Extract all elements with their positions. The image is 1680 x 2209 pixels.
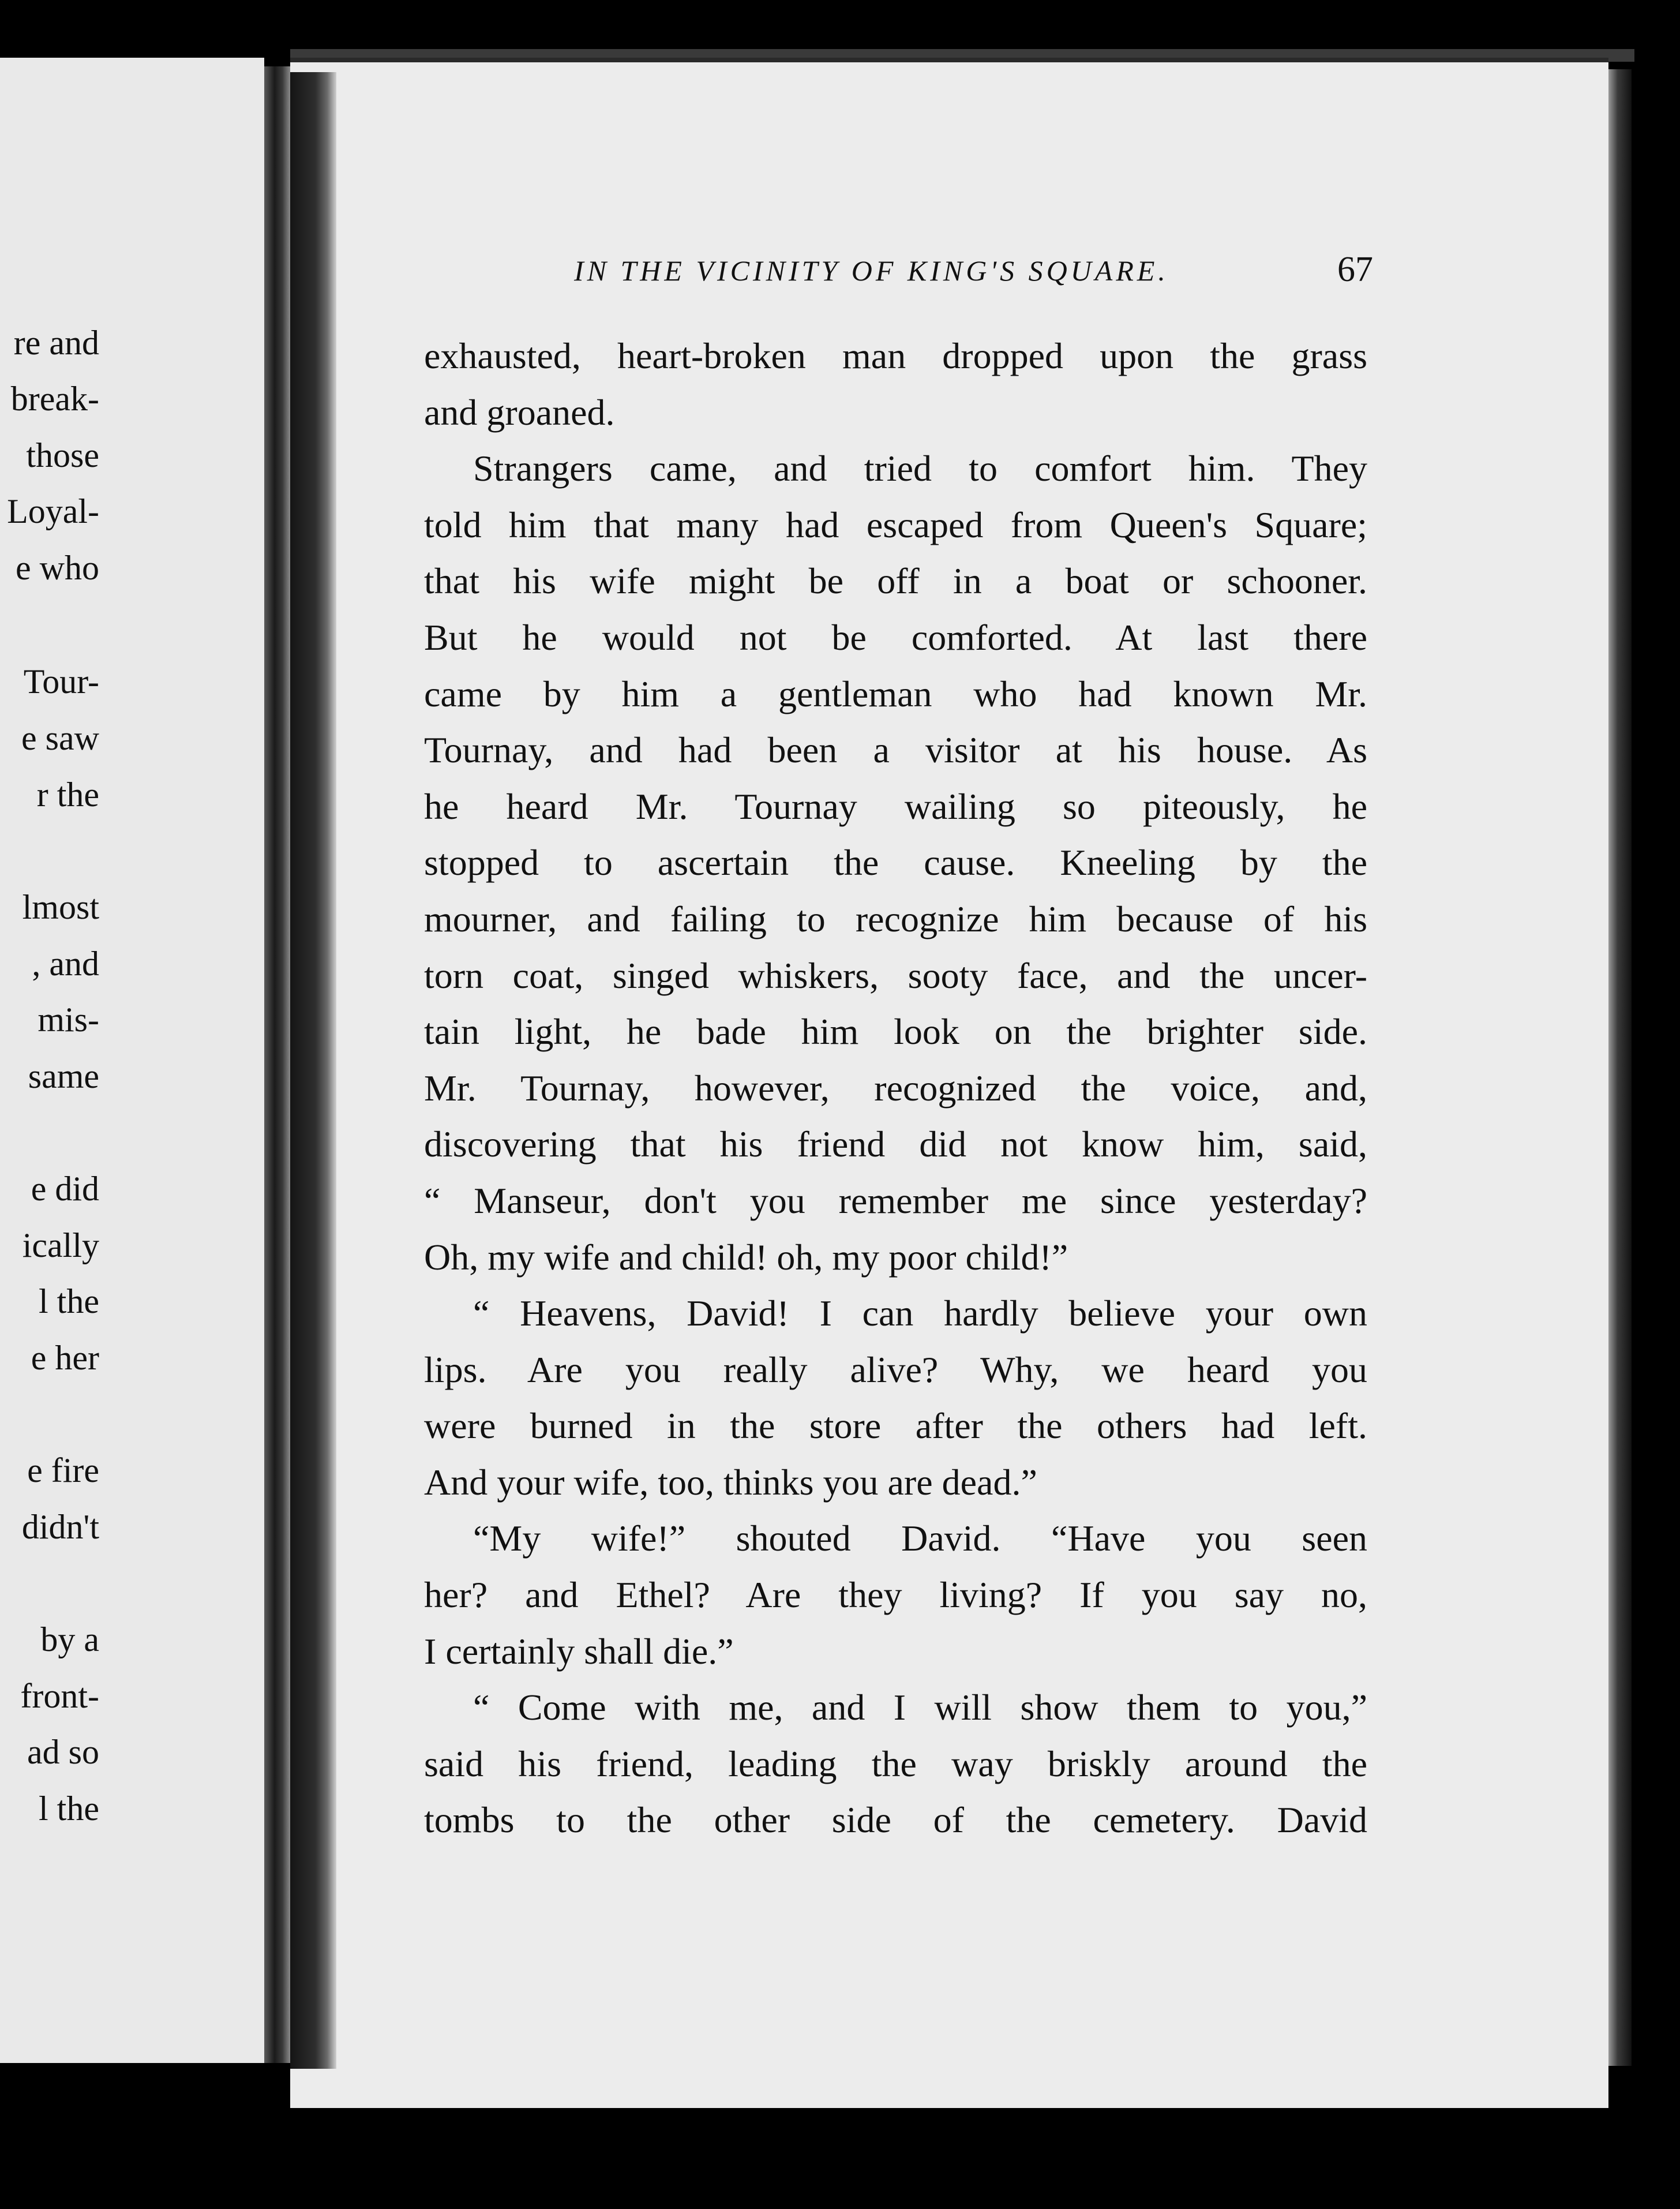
left-page-line: those (26, 436, 99, 474)
left-page-line: Loyal- (7, 492, 99, 530)
text-line: Strangers came, and tried to comfort him. They (473, 448, 1367, 489)
left-page-line: e saw (21, 719, 99, 757)
text-line: “My wife!” shouted David. “Have you seen (473, 1518, 1367, 1559)
text-line: that his wife might be off in a boat or schooner. (424, 560, 1367, 602)
text-line: Mr. Tournay, however, recognized the voice, and, (424, 1067, 1367, 1109)
text-line: Oh, my wife and child! oh, my poor child!” (424, 1236, 1068, 1278)
text-line: tombs to the other side of the cemetery. David (424, 1799, 1367, 1841)
text-line: I certainly shall die.” (424, 1630, 734, 1672)
text-line: told him that many had escaped from Queen's Square; (424, 504, 1367, 545)
left-page-line: , and (32, 945, 99, 983)
left-page-line: re and (13, 324, 99, 362)
left-page-line: r the (36, 776, 99, 814)
left-page-line: front- (20, 1677, 99, 1715)
text-line: came by him a gentleman who had known Mr. (424, 673, 1367, 714)
left-page-line: e did (31, 1170, 99, 1208)
text-line: said his friend, leading the way briskly around the (424, 1743, 1367, 1784)
text-line: discovering that his friend did not know him, said, (424, 1124, 1367, 1165)
text-line: stopped to ascertain the cause. Kneeling by the (424, 842, 1367, 883)
text-line: “ Come with me, and I will show them to you,” (473, 1687, 1367, 1728)
text-line: Tournay, and had been a visitor at his house. As (424, 729, 1367, 771)
left-page-line: same (28, 1057, 99, 1095)
left-page-gutter-shadow (264, 66, 290, 2063)
text-line: tain light, he bade him look on the brighter side. (424, 1011, 1367, 1053)
page-number: 67 (1337, 250, 1373, 289)
text-line: torn coat, singed whiskers, sooty face, and the uncer- (424, 954, 1367, 996)
book-right-edge (1608, 69, 1632, 2066)
left-page-line: l the (39, 1789, 99, 1828)
left-page-line: l the (39, 1282, 99, 1320)
left-page-line: e who (16, 549, 99, 587)
body-text (424, 328, 1367, 1848)
text-line: and groaned. (424, 391, 615, 433)
left-page-line: Tour- (23, 662, 99, 701)
running-head: IN THE VICINITY OF KING'S SQUARE. (574, 254, 1169, 287)
text-line: her? and Ethel? Are they living? If you say no, (424, 1574, 1367, 1616)
left-page-line: e fire (27, 1451, 99, 1489)
text-line: he heard Mr. Tournay wailing so piteously, he (424, 785, 1367, 827)
left-page-line: lmost (22, 888, 99, 926)
text-line: lips. Are you really alive? Why, we heard you (424, 1349, 1367, 1390)
left-page-line: ad so (27, 1733, 99, 1771)
gutter-shadow (290, 72, 336, 2069)
text-line: mourner, and failing to recognize him because of his (424, 898, 1367, 939)
left-page-line: mis- (38, 1001, 99, 1039)
left-page-line: ically (22, 1226, 99, 1264)
left-page-line: e her (31, 1339, 99, 1377)
text-line: And your wife, too, thinks you are dead.” (424, 1461, 1037, 1503)
text-line: “ Heavens, David! I can hardly believe your own (473, 1293, 1367, 1334)
left-page-line: didn't (21, 1508, 99, 1546)
text-line: “ Manseur, don't you remember me since yesterday? (424, 1180, 1367, 1221)
left-page-line: by a (40, 1620, 99, 1658)
text-line: But he would not be comforted. At last there (424, 616, 1367, 658)
text-line: exhausted, heart-broken man dropped upon the grass (424, 335, 1367, 376)
left-page-line: break- (10, 380, 99, 418)
text-line: were burned in the store after the others had left. (424, 1405, 1367, 1447)
